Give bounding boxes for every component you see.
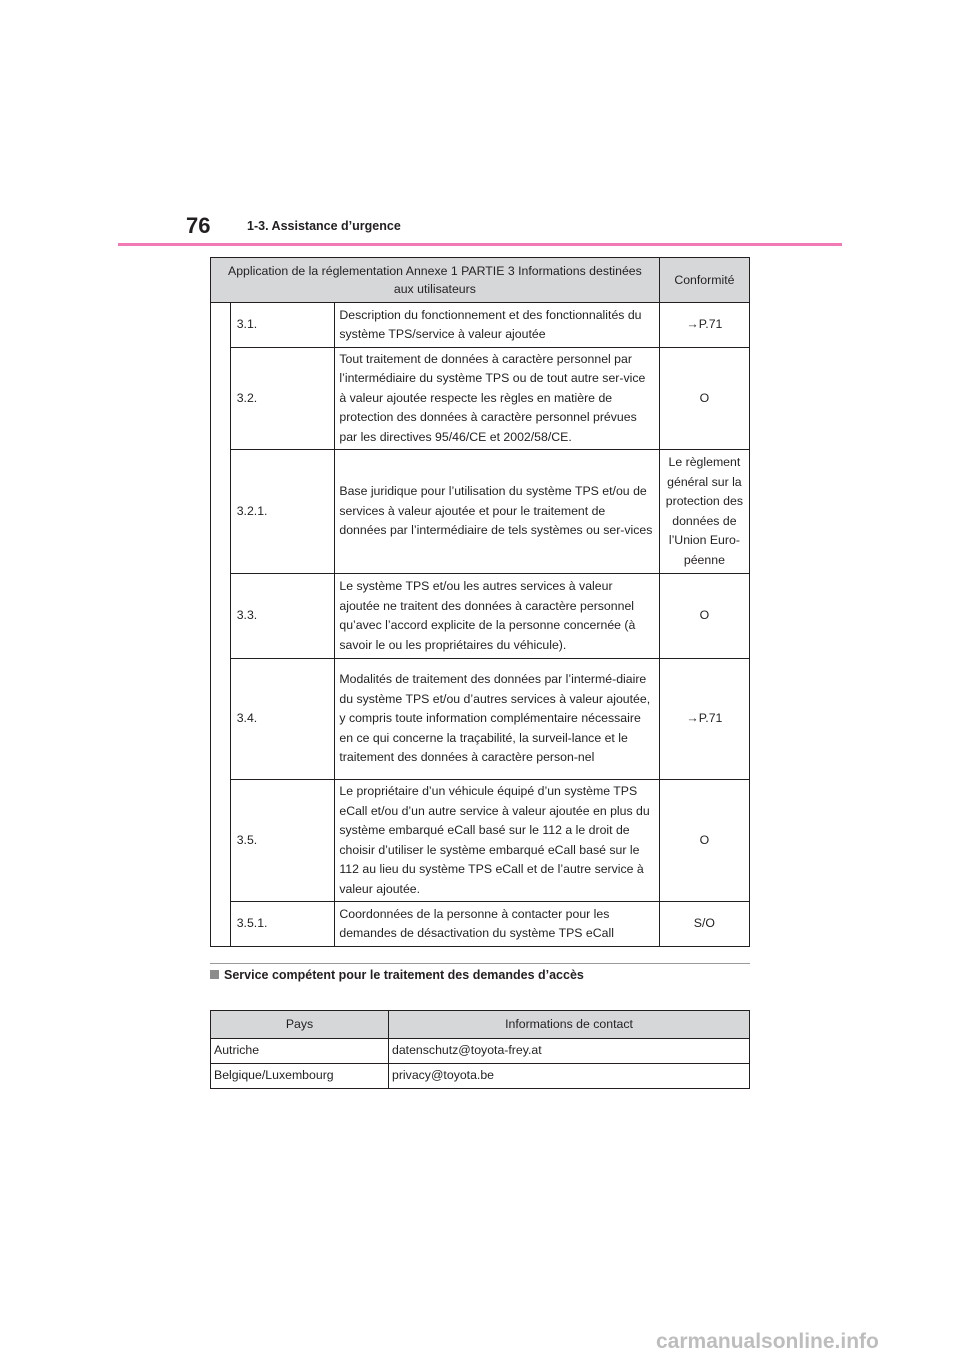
table-row <box>211 574 750 659</box>
column-header-conformity: Conformité <box>659 258 749 303</box>
item-description: Coordonnées de la personne à contacter pour les demandes de désactivation du système TPS eCall <box>335 902 659 947</box>
item-number: 3.5.1. <box>230 902 335 947</box>
header-divider <box>118 243 842 246</box>
table-row <box>211 659 750 780</box>
table-row <box>211 902 750 947</box>
table-row <box>211 303 750 348</box>
item-number: 3.2.1. <box>230 450 335 574</box>
country-cell: Belgique/Luxembourg <box>211 1064 389 1089</box>
section-divider <box>210 963 750 964</box>
table-row <box>211 348 750 450</box>
item-description: Le propriétaire d’un véhicule équipé d’un système TPS eCall et/ou d’un autre service à valeur ajoutée en plus du système embarqué eCall basé sur le 112 a le droit de choisir d’utiliser le système embarqué eCall basé sur le 112 au lieu du système TPS eCall et de l’autre service à valeur ajoutée. <box>335 780 659 902</box>
item-conformity: S/O <box>659 902 749 947</box>
item-conformity: →P.71 <box>659 659 749 780</box>
item-number: 3.5. <box>230 780 335 902</box>
item-number: 3.1. <box>230 303 335 348</box>
item-number: 3.2. <box>230 348 335 450</box>
item-description: Modalités de traitement des données par l’intermé-diaire du système TPS et/ou d’autres services à valeur ajoutée, y compris toute information complémentaire nécessaire en ce qui concerne la traçabilité, la surveil-lance et le traitement des données à caractère person-nel <box>335 659 659 780</box>
footer-watermark: carmanualsonline.info <box>656 1330 879 1353</box>
contact-cell: datenschutz@toyota-frey.at <box>389 1039 750 1064</box>
table-row <box>211 1064 750 1089</box>
item-conformity: →P.71 <box>659 303 749 348</box>
table-row <box>211 780 750 902</box>
column-header-application: Application de la réglementation Annexe 1 PARTIE 3 Informations destinées aux utilisateurs <box>211 258 660 303</box>
page-number: 76 <box>186 213 211 238</box>
subsection-title: Service compétent pour le traitement des demandes d’accès <box>224 968 584 982</box>
table-header-row <box>211 1011 750 1039</box>
item-conformity: Le règlement général sur la protection des données de l’Union Euro-péenne <box>659 450 749 574</box>
column-header-country: Pays <box>211 1011 389 1039</box>
item-description: Description du fonctionnement et des fonctionnalités du système TPS/service à valeur ajoutée <box>335 303 659 348</box>
regulation-table <box>210 257 750 947</box>
country-cell: Autriche <box>211 1039 389 1064</box>
item-description: Base juridique pour l’utilisation du système TPS et/ou de services à valeur ajoutée et pour le traitement de données par l’intermédiaire de tels systèmes ou ser-vices <box>335 450 659 574</box>
table-row <box>211 1039 750 1064</box>
blank-cell <box>211 303 231 947</box>
bullet-square-icon <box>210 970 219 979</box>
table-row <box>211 450 750 574</box>
item-description: Tout traitement de données à caractère personnel par l’intermédiaire du système TPS ou de tout autre ser-vice à valeur ajoutée respecte les règles en matière de protection des données à caractère personnel prévues par les directives 95/46/CE et 2002/58/CE. <box>335 348 659 450</box>
contact-table <box>210 1010 750 1089</box>
item-conformity: O <box>659 574 749 659</box>
column-header-contact: Informations de contact <box>389 1011 750 1039</box>
item-conformity: O <box>659 780 749 902</box>
contact-cell: privacy@toyota.be <box>389 1064 750 1089</box>
section-title: 1-3. Assistance d’urgence <box>247 219 401 233</box>
table-header-row <box>211 258 750 303</box>
item-number: 3.3. <box>230 574 335 659</box>
item-number: 3.4. <box>230 659 335 780</box>
item-description: Le système TPS et/ou les autres services à valeur ajoutée ne traitent des données à caractère personnel qu’avec l’accord explicite de la personne concernée (à savoir le ou les propriétaires du véhicule). <box>335 574 659 659</box>
item-conformity: O <box>659 348 749 450</box>
subsection-heading <box>210 968 584 982</box>
